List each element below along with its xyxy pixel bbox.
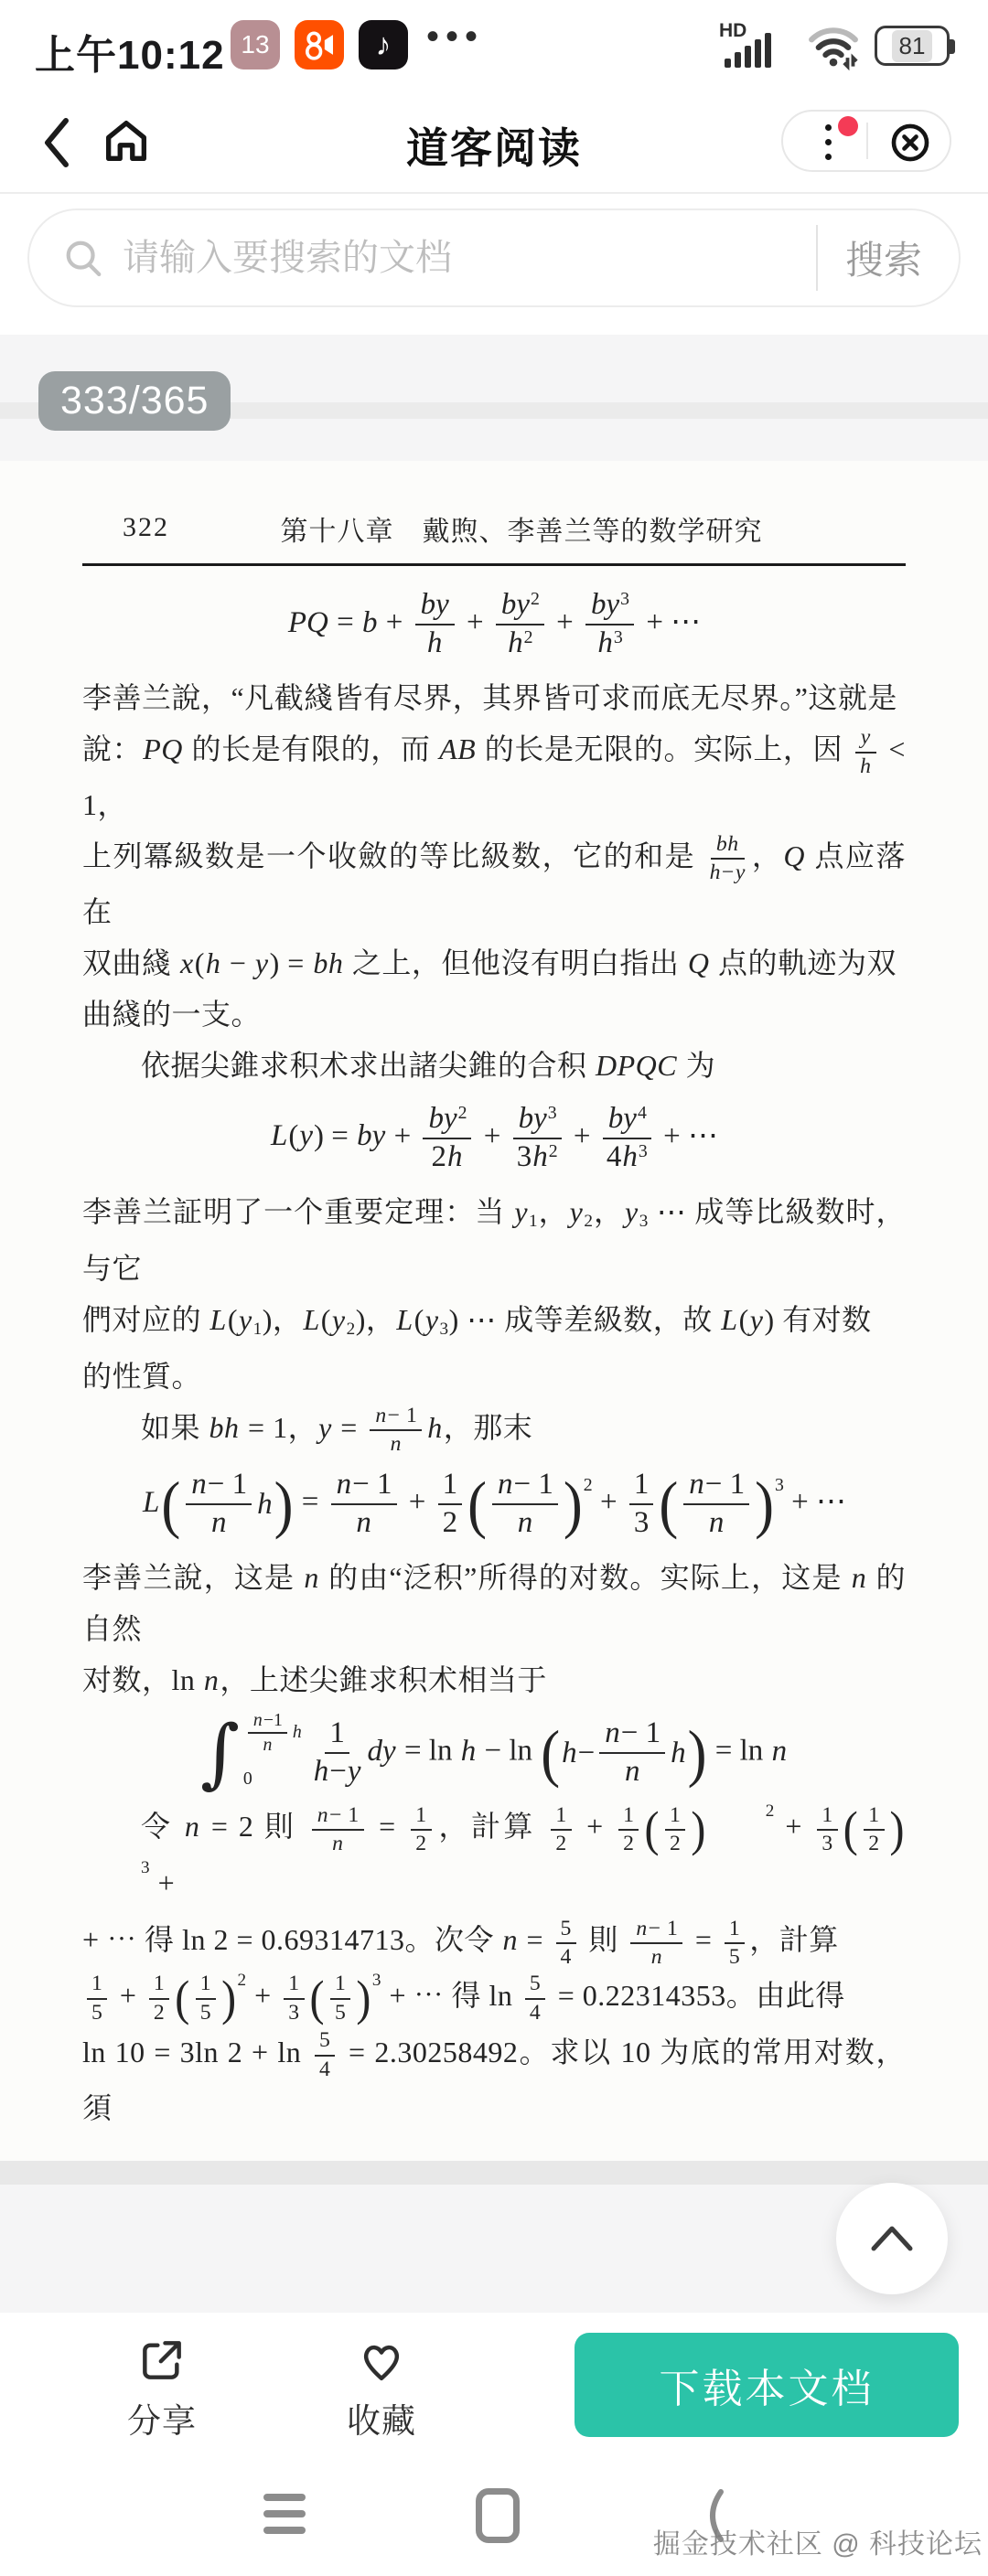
doc-line: L ( n − 1 n h ) = n − 1 n + $\frac{1}{2}$ ( n − 1 n ) 2 + $\frac{1}{3}$ ( n − 1 n ) 3 + ⋯ (143, 1468, 846, 1541)
notification-badge (838, 116, 858, 136)
mini-program-capsule (781, 110, 951, 172)
more-menu-button[interactable] (825, 124, 832, 160)
more-notifications-icon: ••• (426, 16, 485, 57)
wifi-icon (805, 21, 862, 70)
document-body (82, 588, 906, 2133)
video-camera-icon (301, 27, 338, 63)
android-home-button[interactable] (476, 2488, 520, 2543)
document-scroll-area[interactable] (0, 335, 988, 2313)
page-title: 道客阅读 (406, 124, 582, 172)
cellular-signal-icon: HD (719, 20, 792, 71)
doc-line: 李善兰說，“凡截綫皆有尽界，其界皆可求而底无尽界。”这就是 (82, 680, 897, 714)
header-rule (82, 563, 906, 566)
clock: 上午10:12 (35, 33, 225, 78)
page-indicator-badge: 333/365 (38, 371, 231, 431)
bottom-action-bar (0, 2313, 988, 2576)
search-bar (27, 208, 961, 307)
notification-app-icon-13: 13 (231, 20, 280, 69)
page-gap (0, 335, 988, 461)
search-section (0, 194, 988, 335)
heart-icon (356, 2335, 407, 2386)
document-page (0, 461, 988, 2161)
doc-line: 上列冪級数是一个收斂的等比級数，它的和是 bh h − y ，Q 点应落在 (82, 832, 906, 928)
doc-line: 說：PQ 的长是有限的，而 AB 的长是无限的。实际上，因 $\frac{y}{h}$ < 1， (82, 725, 906, 821)
doc-line: + ⋯ 得 ln 2 = 0.69314713。次令 n = $\frac{5}{4}$ 則 n − 1 n = $\frac{1}{5}$ ，計算 (82, 1916, 839, 1969)
below-page-area (0, 2185, 988, 2313)
battery-icon: 81 (875, 26, 950, 66)
doc-line: 对数，ln n，上述尖錐求积术相当于 (82, 1663, 547, 1697)
doc-line: ∫ n −1 n h 0 1 h − y dy = ln h − ln ( h − n − 1 n h ) = ln n (199, 1709, 788, 1798)
doc-line: 們对应的 L(y1)，L(y2)，L(y3) ⋯ 成等差級数，故 L(y) 有对数 (82, 1302, 872, 1339)
doc-line: PQ = b + $\frac{by}{h}$ + by 2 h 2 + by 3 h 3 + ⋯ (287, 588, 702, 659)
search-button[interactable]: 搜索 (845, 230, 922, 285)
search-divider (816, 225, 818, 291)
kuaishou-app-icon (295, 20, 344, 69)
doc-line: 的性質。 (82, 1359, 202, 1393)
douyin-app-icon: ♪ (359, 20, 408, 69)
chevron-up-icon (865, 2220, 918, 2257)
watermark-text: 掘金技术社区 @ 科技论坛 (652, 2528, 983, 2560)
status-indicators (719, 20, 950, 71)
doc-line: 双曲綫 x(h − y) = bh 之上，但他沒有明白指出 Q 点的軌迹为双 (82, 946, 897, 979)
document-page-number: 322 (123, 512, 169, 542)
page-separator (0, 2161, 988, 2185)
doc-line: L(y) = by + by 2 2 h + by 3 3 h 2 + by 4 4 h 3 + ⋯ (271, 1101, 718, 1173)
favorite-button[interactable]: 收藏 (322, 2335, 441, 2442)
doc-line: 曲綫的一支。 (82, 997, 262, 1031)
scroll-to-top-button[interactable] (836, 2183, 948, 2294)
download-document-button[interactable]: 下载本文档 (575, 2333, 959, 2437)
close-circle-icon (889, 122, 931, 164)
search-input[interactable] (123, 238, 816, 279)
capsule-divider (866, 123, 868, 159)
status-bar (0, 0, 988, 91)
document-page-header (82, 508, 906, 566)
document-chapter-title: 第十八章 戴煦、李善兰等的数学研究 (280, 517, 763, 547)
nav-bar (0, 91, 988, 194)
doc-line: ln 10 = 3ln 2 + ln $\frac{5}{4}$ = 2.30258492。求以 10 为底的常用对数，須 (82, 2028, 906, 2124)
search-icon (62, 237, 104, 279)
share-icon (136, 2335, 188, 2386)
doc-line: 依据尖錐求积术求出諸尖錐的合积 DPQC 为 (141, 1048, 716, 1082)
doc-line: 李善兰說，这是 n 的由“泛积”所得的对数。实际上，这是 n 的自然 (82, 1561, 906, 1646)
android-menu-button[interactable] (263, 2494, 306, 2534)
doc-line: 如果 bh = 1，y = n − 1 n h，那末 (141, 1403, 533, 1457)
doc-line: 李善兰証明了一个重要定理：当 y1，y2，y3 ⋯ 成等比級数时，与它 (82, 1194, 906, 1285)
share-button[interactable]: 分享 (102, 2335, 221, 2442)
close-button[interactable] (889, 122, 931, 164)
doc-line: $\frac{1}{5}$ + $\frac{1}{2}$ ( $\frac{1}{5}$ ) 2 + $\frac{1}{3}$ ( $\frac{1}{5}$ ) 3 + ⋯ 得 ln $\frac{5}{4}$ = 0.22314353。由此得 (82, 1970, 906, 2026)
doc-line: 令 n = 2 則 n − 1 n = $\frac{1}{2}$ ，計算 $\frac{1}{2}$ + $\frac{1}{2}$ ( $\frac{1}{2}$ ) 2 + $\frac{1}{3}$ ( $\frac{1}{2}$ ) 3 + (141, 1801, 906, 1900)
